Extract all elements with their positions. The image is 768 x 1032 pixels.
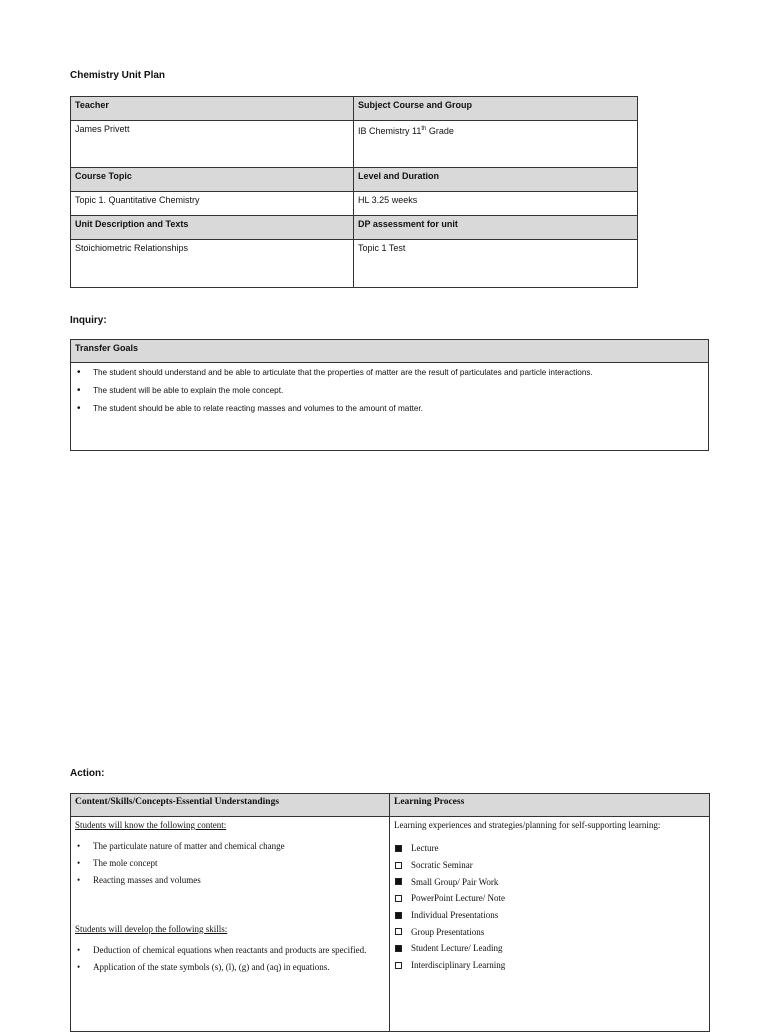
checkbox[interactable] [395,912,402,919]
skills-list [75,944,385,973]
transfer-goal-item: • The student will be able to explain the mole concept. [75,385,704,397]
checkbox[interactable] [395,895,402,902]
learning-process-item [394,873,705,890]
learning-process-item [394,840,705,857]
learning-process-label: PowerPoint Lecture/ Note [411,893,505,904]
know-content-list [75,840,385,886]
learning-process-label: Small Group/ Pair Work [411,876,499,887]
skills-heading: Students will develop the following skills: [75,924,228,934]
transfer-goal-item: • The student should be able to relate reacting masses and volumes to the amount of matter. [75,403,704,415]
learning-process-item [394,923,705,940]
checkbox[interactable] [395,845,402,852]
learning-process-list [394,840,705,974]
subject-value-superscript: th [421,126,427,132]
transfer-goals-header: Transfer Goals [71,340,709,363]
course-topic-value: Topic 1. Quantitative Chemistry [71,192,354,216]
transfer-goal-item: • The student should understand and be able to articulate that the properties of matter are the result of particulates and particle interactions. [75,367,704,379]
action-table [70,793,710,1032]
transfer-goals-table [70,339,709,451]
learning-process-label: Interdisciplinary Learning [411,960,506,971]
teacher-label: Teacher [71,97,354,121]
learning-process-item [394,907,705,924]
content-skills-header: Content/Skills/Concepts-Essential Understandings [71,794,390,817]
subject-label: Subject Course and Group [354,97,638,121]
learning-process-label: Individual Presentations [411,910,499,921]
learning-process-item [394,890,705,907]
checkbox[interactable] [395,945,402,952]
learning-process-cell [390,817,710,1032]
learning-process-intro: Learning experiences and strategies/planning for self-supporting learning: [394,820,661,830]
learning-process-item [394,957,705,974]
subject-value [354,121,638,168]
level-value: HL 3.25 weeks [354,192,638,216]
checkbox[interactable] [395,962,402,969]
transfer-goals-cell [71,363,709,451]
learning-process-label: Socratic Seminar [411,860,473,871]
subject-value-text: IB Chemistry 11 [358,126,422,136]
level-label: Level and Duration [354,168,638,192]
checkbox[interactable] [395,928,402,935]
unit-description-value: Stoichiometric Relationships [71,240,354,288]
unit-description-label: Unit Description and Texts [71,216,354,240]
dp-assessment-value: Topic 1 Test [354,240,638,288]
content-skills-cell [71,817,390,1032]
document-title: Chemistry Unit Plan [70,70,166,81]
know-content-item: • The mole concept [75,857,385,869]
learning-process-label: Group Presentations [411,926,485,937]
course-topic-label: Course Topic [71,168,354,192]
know-content-item: • Reacting masses and volumes [75,874,385,886]
know-content-item: • The particulate nature of matter and chemical change [75,840,385,852]
transfer-goals-list [75,367,704,415]
learning-process-label: Student Lecture/ Leading [411,943,503,954]
inquiry-heading: Inquiry: [70,315,107,326]
learning-process-header: Learning Process [390,794,710,817]
learning-process-item [394,940,705,957]
action-heading: Action: [70,768,105,779]
skill-item: • Deduction of chemical equations when reactants and products are specified. [75,944,385,956]
subject-value-suffix: Grade [426,126,454,136]
learning-process-item [394,857,705,874]
unit-info-table [70,96,638,288]
teacher-value: James Privett [71,121,354,168]
checkbox[interactable] [395,878,402,885]
skill-item: • Application of the state symbols (s), (l), (g) and (aq) in equations. [75,961,385,973]
know-content-heading: Students will know the following content: [75,820,227,830]
dp-assessment-label: DP assessment for unit [354,216,638,240]
learning-process-label: Lecture [411,843,439,854]
checkbox[interactable] [395,862,402,869]
